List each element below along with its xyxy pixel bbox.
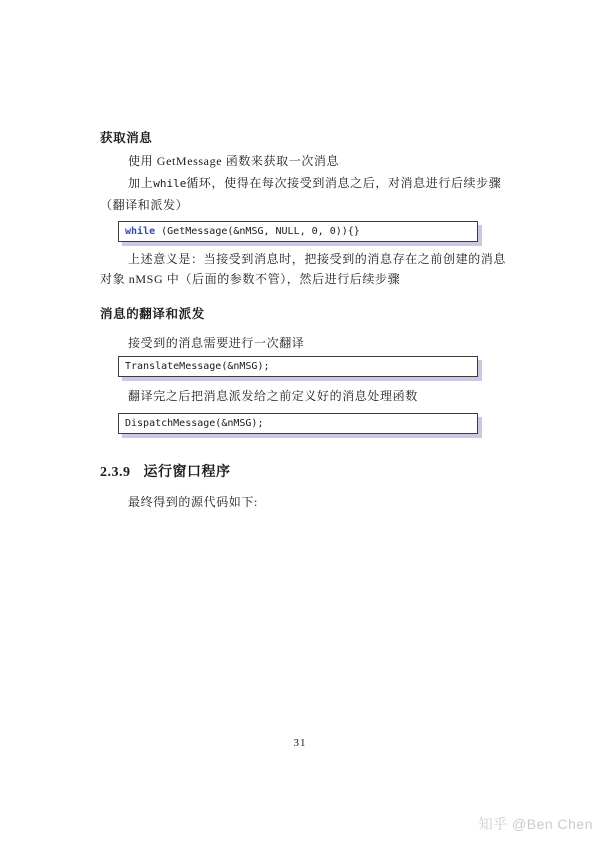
para-dispatch-after-translate: 翻译完之后把消息派发给之前定义好的消息处理函数	[128, 389, 418, 403]
section-title: 运行窗口程序	[143, 463, 231, 479]
para-final-source-code: 最终得到的源代码如下:	[128, 495, 258, 509]
para-while-loop-continuation: （翻译和派发）	[100, 198, 189, 212]
section-heading-run-program	[100, 461, 231, 481]
code-block-dispatchmessage	[118, 413, 478, 434]
page-number: 31	[293, 737, 307, 749]
para-use-getmessage: 使用 GetMessage 函数来获取一次消息	[128, 154, 340, 168]
code-block-getmessage	[118, 221, 478, 242]
inline-code-while: while	[153, 177, 187, 190]
zhihu-watermark: 知乎 @Ben Chen	[478, 816, 593, 832]
code-getmessage-text: (GetMessage(&nMSG, NULL, 0, 0)){}	[155, 226, 360, 237]
code-translatemessage-text: TranslateMessage(&nMSG);	[125, 361, 270, 372]
para-while-loop-post: 循环，使得在每次接受到消息之后，对消息进行后续步骤	[186, 176, 502, 190]
para-while-loop	[128, 172, 501, 195]
para-while-loop-pre: 加上	[128, 176, 154, 190]
heading-get-message: 获取消息	[100, 131, 153, 145]
code-keyword-while: while	[125, 226, 156, 237]
code-block-translatemessage	[118, 356, 478, 377]
heading-translate-dispatch: 消息的翻译和派发	[100, 307, 205, 321]
para-meaning-line2: 对象 nMSG 中（后面的参数不管），然后进行后续步骤	[100, 272, 401, 286]
section-number: 2.3.9	[100, 465, 131, 480]
para-need-translate: 接受到的消息需要进行一次翻译	[128, 336, 305, 350]
code-dispatchmessage-text: DispatchMessage(&nMSG);	[125, 418, 264, 429]
para-meaning-line1: 上述意义是：当接受到消息时，把接受到的消息存在之前创建的消息	[128, 252, 507, 266]
